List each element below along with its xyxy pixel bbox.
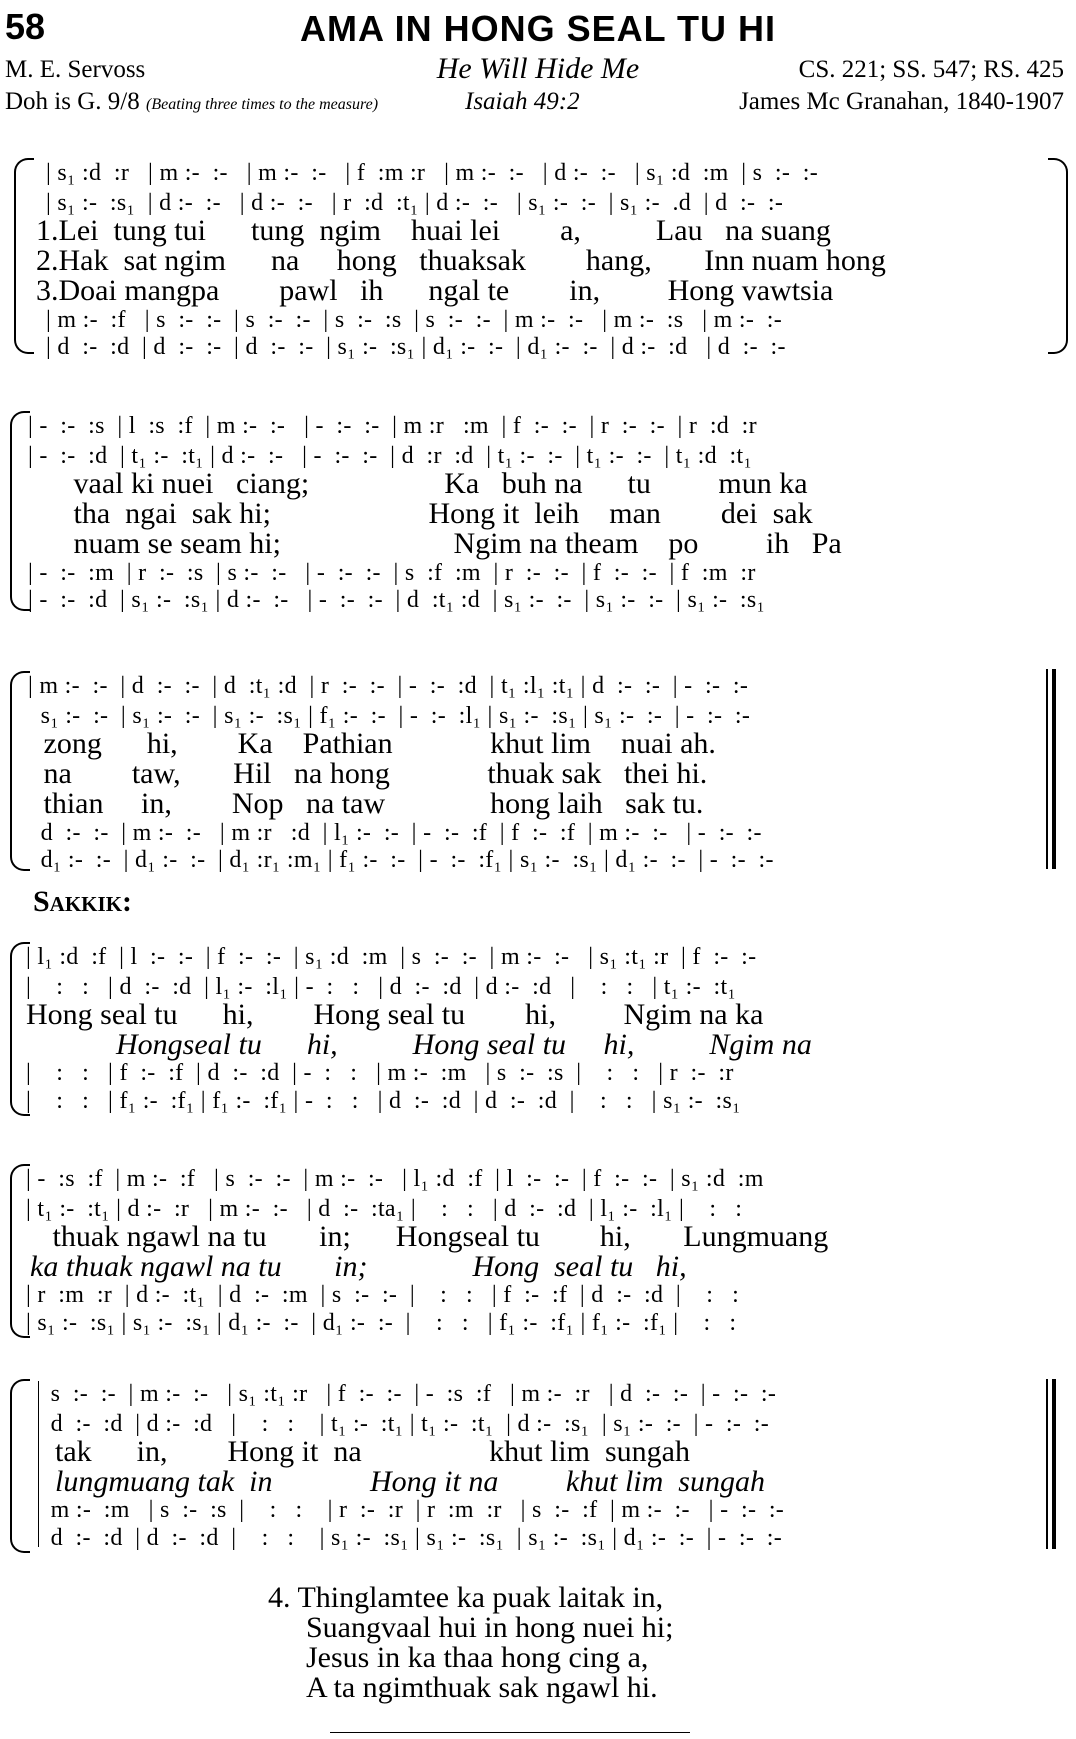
- hymn-title: AMA IN HONG SEAL TU HI: [299, 8, 776, 49]
- final-barline: [1046, 669, 1056, 869]
- left-brace: [14, 158, 34, 354]
- tenor-line: | : : | f :- :f | d :- :d | - : : | m :- :m | s :- :s | : : | r :- :r: [26, 1060, 734, 1086]
- final-barline: [1046, 1379, 1056, 1549]
- beating-note: (Beating three times to the measure): [145, 96, 379, 113]
- hymnal-references: CS. 221; SS. 547; RS. 425: [798, 56, 1064, 83]
- verse-4-line-2: Suangvaal hui in hong nuei hi;: [306, 1611, 674, 1644]
- english-subtitle: He Will Hide Me: [436, 52, 640, 85]
- alto-line: | : : | d :- :d | l₁ :- :l₁ | - : : | d :- :d | d :- :d | : : | t₁ :- :t₁: [26, 974, 737, 1000]
- key-text: Doh is G. 9/8: [5, 88, 140, 115]
- scripture-reference: Isaiah 49:2: [465, 88, 580, 115]
- soprano-line: | m :- :- | d :- :- | d :t₁ :d | r :- :- | - :- :d | t₁ :l₁ :t₁ | d :- :- | - :- :-: [28, 673, 749, 699]
- soprano-line: s :- :- | m :- :- | s₁ :t₁ :r | f :- :- | - :s :f | m :- :r | d :- :- | - :- :-: [38, 1381, 777, 1407]
- lyric-verse-1: vaal ki nuei ciang; Ka buh na tu mun ka: [36, 467, 808, 500]
- verse-4-line-3: Jesus in ka thaa hong cing a,: [306, 1641, 649, 1674]
- lyric-verse-3: nuam se seam hi; Ngim na theam po ih Pa: [36, 527, 842, 560]
- score-system-2: [0, 405, 1076, 615]
- lyric-line: thuak ngawl na tu in; Hongseal tu hi, Lungmuang: [30, 1220, 829, 1253]
- verse-4-line-1: 4. Thinglamtee ka puak laitak in,: [268, 1581, 664, 1614]
- end-rule: [330, 1732, 690, 1733]
- lyric-echo-line: ka thuak ngawl na tu in; Hong seal tu hi,: [30, 1250, 687, 1283]
- tenor-line: | - :- :m | r :- :s | s :- :- | - :- :- | s :f :m | r :- :- | f :- :- | f :m :r: [28, 560, 756, 586]
- right-brace: [1048, 158, 1068, 354]
- tenor-line: m :- :m | s :- :s | : : | r :- :r | r :m :r | s :- :f | m :- :- | - :- :-: [38, 1497, 785, 1523]
- lyric-verse-3: 3.Doai mangpa pawl ih ngal te in, Hong vawtsia: [36, 274, 834, 307]
- alto-line: | t₁ :- :t₁ | d :- :r | m :- :- | d :- :ta₁ | : : | d :- :d | l₁ :- :l₁ | : :: [26, 1196, 743, 1222]
- bass-line: | d :- :d | d :- :- | d :- :- | s₁ :- :s₁ | d₁ :- :- | d₁ :- :- | d :- :d | d :- :-: [46, 334, 786, 360]
- score-system-5: [0, 1160, 1076, 1340]
- tenor-line: | m :- :f | s :- :- | s :- :- | s :- :s | s :- :- | m :- :- | m :- :s | m :- :-: [46, 307, 783, 333]
- tenor-line: d :- :- | m :- :- | m :r :d | l₁ :- :- | - :- :f | f :- :f | m :- :- | - :- :-: [28, 820, 762, 846]
- lyric-echo-line: lungmuang tak in Hong it na khut lim sungah: [40, 1465, 765, 1498]
- alto-line: | s₁ :- :s₁ | d :- :- | d :- :- | r :d :t₁ | d :- :- | s₁ :- :- | s₁ :- .d | d :- :-: [46, 190, 784, 216]
- lyric-verse-2: tha ngai sak hi; Hong it leih man dei sak: [36, 497, 813, 530]
- score-system-3: [0, 665, 1076, 875]
- lyric-verse-3: thian in, Nop na taw hong laih sak tu.: [36, 787, 704, 820]
- left-brace: [10, 411, 30, 611]
- score-system-6: [0, 1375, 1076, 1555]
- verse-4-line-4: A ta ngimthuak sak ngawl hi.: [306, 1671, 658, 1704]
- bass-line: d :- :d | d :- :d | : : | s₁ :- :s₁ | s₁ :- :s₁ | s₁ :- :s₁ | d₁ :- :- | - :- :-: [38, 1525, 783, 1551]
- lyric-verse-1: zong hi, Ka Pathian khut lim nuai ah.: [36, 727, 716, 760]
- verse-4: [268, 1583, 673, 1703]
- lyric-verse-2: na taw, Hil na hong thuak sak thei hi.: [36, 757, 708, 790]
- chorus-label: Sakkik:: [33, 885, 133, 918]
- lyric-verse-1: 1.Lei tung tui tung ngim huai lei a, Lau na suang: [36, 214, 831, 247]
- score-system-4: [0, 938, 1076, 1118]
- soprano-line: | l₁ :d :f | l :- :- | f :- :- | s₁ :d :m | s :- :- | m :- :- | s₁ :t₁ :r | f :- :-: [26, 944, 757, 970]
- key-signature: [5, 88, 378, 119]
- bass-line: | : : | f₁ :- :f₁ | f₁ :- :f₁ | - : : | d :- :d | d :- :d | : : | s₁ :- :s₁: [26, 1088, 741, 1114]
- score-system-1: [0, 152, 1076, 362]
- left-brace: [10, 671, 30, 871]
- bass-line: | - :- :d | s₁ :- :s₁ | d :- :- | - :- :- | d :t₁ :d | s₁ :- :- | s₁ :- :- | s₁ :- :s₁: [28, 587, 766, 613]
- lyric-verse-2: 2.Hak sat ngim na hong thuaksak hang, Inn nuam hong: [36, 244, 886, 277]
- soprano-line: | - :- :s | l :s :f | m :- :- | - :- :- | m :r :m | f :- :- | r :- :- | r :d :r: [28, 413, 757, 439]
- hymn-number: 58: [5, 6, 46, 47]
- bass-line: d₁ :- :- | d₁ :- :- | d₁ :r₁ :m₁ | f₁ :- :- | - :- :f₁ | s₁ :- :s₁ | d₁ :- :- | - :- :-: [28, 847, 774, 873]
- author: M. E. Servoss: [5, 56, 146, 83]
- alto-line: | - :- :d | t₁ :- :t₁ | d :- :- | - :- :- | d :r :d | t₁ :- :- | t₁ :- :- | t₁ :d :t₁: [28, 443, 753, 469]
- alto-line: d :- :d | d :- :d | : : | t₁ :- :t₁ | t₁ :- :t₁ | d :- :s₁ | s₁ :- :- | - :- :-: [38, 1411, 769, 1437]
- tenor-line: | r :m :r | d :- :t₁ | d :- :m | s :- :- | : : | f :- :f | d :- :d | : :: [26, 1282, 740, 1308]
- soprano-line: | s₁ :d :r | m :- :- | m :- :- | f :m :r | m :- :- | d :- :- | s₁ :d :m | s :- :-: [46, 160, 819, 186]
- alto-line: s₁ :- :- | s₁ :- :- | s₁ :- :s₁ | f₁ :- :- | - :- :l₁ | s₁ :- :s₁ | s₁ :- :- | - :- :-: [28, 703, 751, 729]
- composer: James Mc Granahan, 1840-1907: [739, 88, 1064, 115]
- lyric-echo-line: Hongseal tu hi, Hong seal tu hi, Ngim na: [26, 1028, 812, 1061]
- left-brace: [10, 1379, 30, 1553]
- soprano-line: | - :s :f | m :- :f | s :- :- | m :- :- | l₁ :d :f | l :- :- | f :- :- | s₁ :d :m: [26, 1166, 764, 1192]
- bass-line: | s₁ :- :s₁ | s₁ :- :s₁ | d₁ :- :- | d₁ :- :- | : : | f₁ :- :f₁ | f₁ :- :f₁ | : :: [26, 1310, 737, 1336]
- lyric-line: tak in, Hong it na khut lim sungah: [40, 1435, 690, 1468]
- lyric-line: Hong seal tu hi, Hong seal tu hi, Ngim na ka: [26, 998, 764, 1031]
